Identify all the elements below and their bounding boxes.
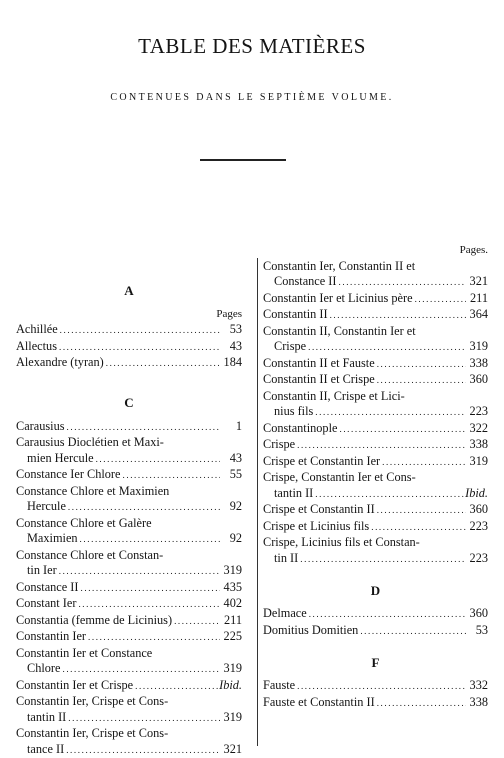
entry-row xyxy=(263,454,488,471)
page-number: 402 xyxy=(220,596,242,612)
page-number: 319 xyxy=(466,339,488,355)
index-entry xyxy=(263,356,488,373)
dot-leader xyxy=(337,275,467,291)
page-subtitle: CONTENUES DANS LE SEPTIÈME VOLUME. xyxy=(0,92,504,103)
section-gap xyxy=(16,299,242,307)
entry-text: Delmace xyxy=(263,606,307,622)
index-entry xyxy=(263,291,488,308)
dot-leader xyxy=(313,405,466,421)
dot-leader xyxy=(172,614,220,630)
dot-leader xyxy=(298,552,466,568)
page-number: 322 xyxy=(466,421,488,437)
index-entry xyxy=(263,519,488,536)
entry-row xyxy=(16,596,242,613)
index-entry xyxy=(263,678,488,695)
entry-row xyxy=(16,563,242,580)
index-entry xyxy=(16,322,242,339)
section-letter: F xyxy=(263,655,488,671)
entry-row xyxy=(16,499,242,516)
column-divider xyxy=(257,258,258,746)
section-letter: D xyxy=(263,583,488,599)
entry-text: Constance Ier Chlore xyxy=(16,467,121,483)
page-number: 338 xyxy=(466,437,488,453)
page-number: 92 xyxy=(220,531,242,547)
entry-row xyxy=(16,467,242,484)
pages-label: Pages. xyxy=(263,243,488,259)
entry-row xyxy=(263,623,488,640)
index-entry xyxy=(16,467,242,484)
entry-text: Crispe xyxy=(274,339,306,355)
entry-row xyxy=(263,519,488,536)
index-entry xyxy=(16,629,242,646)
entry-text: Constance II xyxy=(16,580,79,596)
dot-leader xyxy=(79,581,221,597)
dot-leader xyxy=(57,340,220,356)
index-entry xyxy=(263,454,488,471)
entry-text: Constantin Ier, Crispe et Cons- xyxy=(16,694,242,710)
dot-leader xyxy=(413,292,466,308)
entry-row xyxy=(16,629,242,646)
entry-row xyxy=(16,742,242,758)
entry-text: Fauste et Constantin II xyxy=(263,695,375,711)
entry-text: Constantin Ier, Constantin II et xyxy=(263,259,488,275)
section-gap xyxy=(263,639,488,655)
entry-row xyxy=(263,606,488,623)
entry-row xyxy=(263,291,488,308)
entry-text: Crispe, Constantin Ier et Cons- xyxy=(263,470,488,486)
entry-text: Crispe et Constantin II xyxy=(263,502,375,518)
page-number: 338 xyxy=(466,356,488,372)
page-number: 319 xyxy=(220,661,242,677)
page-number: 53 xyxy=(220,322,242,338)
index-entry xyxy=(263,421,488,438)
entry-row xyxy=(16,322,242,339)
dot-leader xyxy=(65,420,221,436)
index-entry xyxy=(16,580,242,597)
dot-leader xyxy=(307,607,466,623)
page-number: 319 xyxy=(220,563,242,579)
entry-row xyxy=(16,355,242,372)
page-number: 53 xyxy=(466,623,488,639)
page-number: 321 xyxy=(466,274,488,290)
entry-text: Achillée xyxy=(16,322,58,338)
page-number: 321 xyxy=(220,742,242,758)
page-number: 319 xyxy=(466,454,488,470)
dot-leader xyxy=(94,452,220,468)
entry-row xyxy=(16,613,242,630)
entry-text: Crispe et Constantin Ier xyxy=(263,454,380,470)
dot-leader xyxy=(58,323,220,339)
section-gap xyxy=(16,411,242,419)
page-number: 435 xyxy=(220,580,242,596)
page-number: 319 xyxy=(220,710,242,726)
entry-text: Domitius Domitien xyxy=(263,623,358,639)
page-number: 360 xyxy=(466,372,488,388)
page-title: TABLE DES MATIÈRES xyxy=(0,34,504,59)
index-entry xyxy=(16,516,242,548)
entry-text: Fauste xyxy=(263,678,295,694)
index-entry xyxy=(16,435,242,467)
page-number: 332 xyxy=(466,678,488,694)
dot-leader xyxy=(295,438,466,454)
index-entry xyxy=(16,484,242,516)
page-number: 184 xyxy=(220,355,242,371)
entry-row xyxy=(16,339,242,356)
dot-leader xyxy=(337,422,466,438)
entry-row xyxy=(263,551,488,568)
dot-leader xyxy=(133,679,219,695)
dot-leader xyxy=(375,503,466,519)
dot-leader xyxy=(57,564,220,580)
left-column xyxy=(16,283,242,758)
page-number: 211 xyxy=(220,613,242,629)
page-number: 360 xyxy=(466,502,488,518)
entry-text: tantin II xyxy=(27,710,66,726)
page-number: 338 xyxy=(466,695,488,711)
index-entry xyxy=(16,548,242,580)
title-rule xyxy=(200,159,286,161)
index-entry xyxy=(16,596,242,613)
index-entry xyxy=(16,419,242,436)
right-column xyxy=(263,243,488,711)
dot-leader xyxy=(78,532,220,548)
entry-text: Carausius Dioclétien et Maxi- xyxy=(16,435,242,451)
entry-row xyxy=(263,486,488,503)
index-entry xyxy=(263,259,488,291)
entry-text: Alexandre (tyran) xyxy=(16,355,104,371)
entry-text: nius fils xyxy=(274,404,313,420)
entry-text: Constantin II, Constantin Ier et xyxy=(263,324,488,340)
entry-row xyxy=(16,580,242,597)
index-entry xyxy=(263,606,488,623)
entry-text: Constantia (femme de Licinius) xyxy=(16,613,172,629)
entry-text: Crispe et Licinius fils xyxy=(263,519,369,535)
page-number: 43 xyxy=(220,451,242,467)
index-entry xyxy=(263,324,488,356)
index-entry xyxy=(263,695,488,712)
entry-text: Maximien xyxy=(27,531,78,547)
entry-row xyxy=(263,339,488,356)
entry-text: Constantin Ier et Licinius père xyxy=(263,291,413,307)
entry-text: Constantin Ier, Crispe et Cons- xyxy=(16,726,242,742)
section-gap xyxy=(263,567,488,583)
page-number: 360 xyxy=(466,606,488,622)
entry-row xyxy=(263,307,488,324)
entry-text: Constantin II, Crispe et Lici- xyxy=(263,389,488,405)
dot-leader xyxy=(121,468,221,484)
entry-text: tance II xyxy=(27,742,64,758)
entry-row xyxy=(16,678,242,695)
index-entry xyxy=(263,372,488,389)
dot-leader xyxy=(328,308,466,324)
page-number: 364 xyxy=(466,307,488,323)
page-number: 211 xyxy=(466,291,488,307)
index-entry xyxy=(16,694,242,726)
section-gap xyxy=(16,387,242,395)
page-number: 1 xyxy=(220,419,242,435)
index-entry xyxy=(16,678,242,695)
entry-row xyxy=(263,421,488,438)
section-letter: C xyxy=(16,395,242,411)
entry-text: mien Hercule xyxy=(27,451,94,467)
page-number: 55 xyxy=(220,467,242,483)
page-number: Ibid. xyxy=(219,678,242,694)
entry-text: Constantin II xyxy=(263,307,328,323)
entry-text: Crispe, Licinius fils et Constan- xyxy=(263,535,488,551)
index-entry xyxy=(16,613,242,630)
dot-leader xyxy=(375,696,466,712)
entry-row xyxy=(263,437,488,454)
dot-leader xyxy=(380,455,466,471)
entry-text: Constantin Ier et Constance xyxy=(16,646,242,662)
dot-leader xyxy=(306,340,466,356)
index-entry xyxy=(263,389,488,421)
entry-text: Constance II xyxy=(274,274,337,290)
entry-row xyxy=(263,356,488,373)
entry-text: Constantin II et Fauste xyxy=(263,356,375,372)
entry-row xyxy=(263,372,488,389)
entry-text: tin Ier xyxy=(27,563,57,579)
entry-row xyxy=(16,710,242,727)
entry-text: Constantinople xyxy=(263,421,337,437)
dot-leader xyxy=(313,487,465,503)
dot-leader xyxy=(76,597,220,613)
entry-row xyxy=(16,531,242,548)
index-entry xyxy=(263,470,488,502)
entry-text: Constance Chlore et Constan- xyxy=(16,548,242,564)
dot-leader xyxy=(295,679,466,695)
index-entry xyxy=(263,535,488,567)
entry-row xyxy=(263,502,488,519)
section-gap xyxy=(16,372,242,388)
entry-row xyxy=(16,451,242,468)
dot-leader xyxy=(375,373,466,389)
entry-row xyxy=(263,274,488,291)
entry-text: Crispe xyxy=(263,437,295,453)
dot-leader xyxy=(86,630,220,646)
entry-text: Constantin Ier et Crispe xyxy=(16,678,133,694)
page-number: 223 xyxy=(466,551,488,567)
entry-row xyxy=(16,419,242,436)
entry-text: Hercule xyxy=(27,499,66,515)
index-entry xyxy=(16,339,242,356)
index-entry xyxy=(263,502,488,519)
entry-text: Carausius xyxy=(16,419,65,435)
dot-leader xyxy=(358,624,466,640)
page-number: 92 xyxy=(220,499,242,515)
entry-row xyxy=(16,661,242,678)
page-number: 223 xyxy=(466,404,488,420)
dot-leader xyxy=(66,500,220,516)
entry-text: Allectus xyxy=(16,339,57,355)
entry-text: tin II xyxy=(274,551,298,567)
entry-text: Constant Ier xyxy=(16,596,76,612)
page-number: 223 xyxy=(466,519,488,535)
pages-label: Pages xyxy=(16,307,242,323)
dot-leader xyxy=(64,743,220,758)
entry-text: Constance Chlore et Galère xyxy=(16,516,242,532)
entry-row xyxy=(263,678,488,695)
page-number: 225 xyxy=(220,629,242,645)
index-entry xyxy=(16,355,242,372)
entry-text: Constantin Ier xyxy=(16,629,86,645)
section-letter: A xyxy=(16,283,242,299)
entry-row xyxy=(263,695,488,712)
entry-text: Constance Chlore et Maximien xyxy=(16,484,242,500)
page-number: Ibid. xyxy=(465,486,488,502)
dot-leader xyxy=(375,357,466,373)
dot-leader xyxy=(66,711,220,727)
entry-text: tantin II xyxy=(274,486,313,502)
index-entry xyxy=(16,646,242,678)
section-gap xyxy=(263,598,488,606)
dot-leader xyxy=(369,520,466,536)
section-gap xyxy=(263,670,488,678)
index-entry xyxy=(263,623,488,640)
index-entry xyxy=(263,437,488,454)
entry-row xyxy=(263,404,488,421)
index-entry xyxy=(263,307,488,324)
entry-text: Constantin II et Crispe xyxy=(263,372,375,388)
dot-leader xyxy=(104,356,220,372)
page-number: 43 xyxy=(220,339,242,355)
dot-leader xyxy=(60,662,220,678)
index-entry xyxy=(16,726,242,758)
entry-text: Chlore xyxy=(27,661,60,677)
